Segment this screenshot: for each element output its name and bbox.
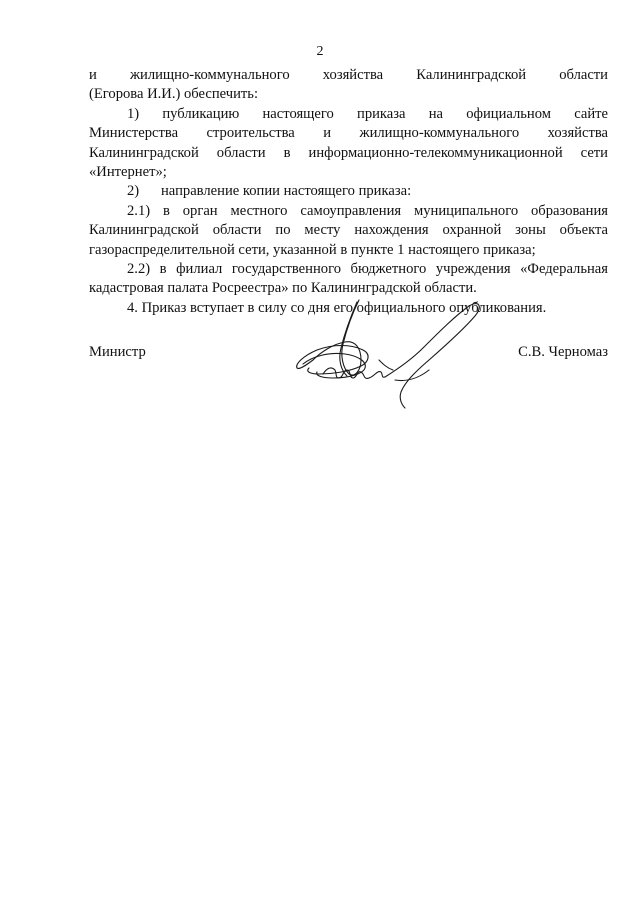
- text-line: 4. Приказ вступает в силу со дня его официального опубликования.: [127, 299, 547, 316]
- text-line: кадастровая палата Росреестра» по Калининградской области.: [89, 280, 477, 297]
- text-line: Калининградской области в информационно-телекоммуникационной сети: [89, 144, 608, 161]
- handwritten-signature: [283, 298, 483, 413]
- list-text: направление копии настоящего приказа:: [161, 183, 412, 200]
- document-body: [89, 66, 608, 318]
- text-line: 2.1) в орган местного самоуправления муниципального образования: [127, 202, 608, 219]
- text-line: и жилищно-коммунального хозяйства Калининградской области: [89, 67, 608, 83]
- text-line: газораспределительной сети, указанной в пункте 1 настоящего приказа;: [89, 241, 536, 258]
- signer-name: С.В. Черномаз: [518, 344, 608, 360]
- text-line: 1) публикацию настоящего приказа на официальном сайте: [127, 105, 608, 122]
- signer-position: Министр: [89, 344, 146, 360]
- text-line: «Интернет»;: [89, 164, 167, 181]
- text-line: 2.2) в филиал государственного бюджетного учреждения «Федеральная: [127, 261, 608, 278]
- list-number: 2): [127, 183, 140, 200]
- text-line: [89, 182, 608, 201]
- page-number: 2: [316, 44, 324, 59]
- text-line: (Егорова И.И.) обеспечить:: [89, 86, 259, 103]
- text-line: Калининградской области по месту нахождения охранной зоны объекта: [89, 222, 608, 239]
- text-line: Министерства строительства и жилищно-коммунального хозяйства: [89, 125, 608, 142]
